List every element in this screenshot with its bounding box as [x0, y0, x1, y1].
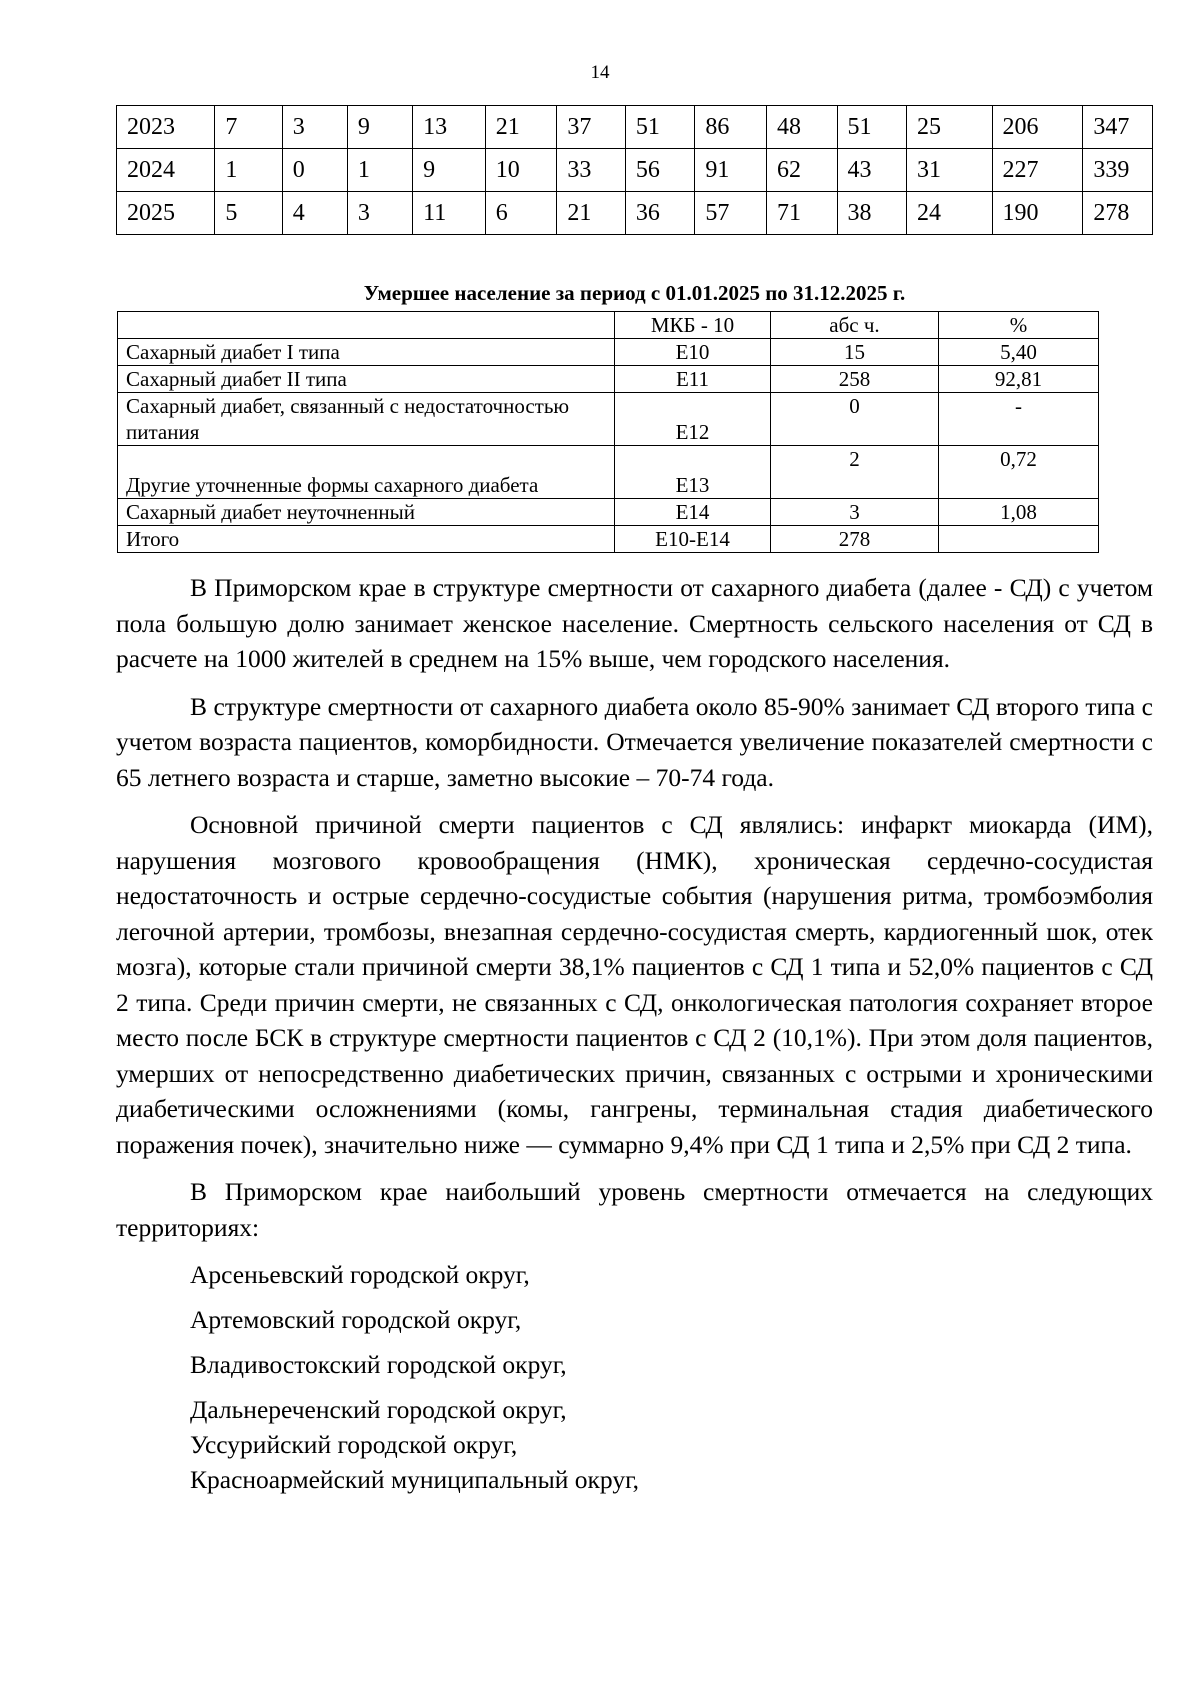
icd-code: E13: [615, 446, 771, 499]
yearly-deaths-table: [116, 105, 1153, 235]
year-cell: 2025: [117, 192, 215, 235]
page-number: 14: [590, 62, 610, 83]
value-cell: 0: [282, 149, 347, 192]
value-cell: 21: [485, 106, 557, 149]
value-cell: 13: [413, 106, 486, 149]
table-row: [117, 149, 1153, 192]
table-header-row: [118, 312, 1099, 339]
cause-name: Сахарный диабет II типа: [118, 366, 615, 393]
cause-name: Сахарный диабет неуточненный: [118, 499, 615, 526]
cause-name: Сахарный диабет, связанный с недостаточностью питания: [118, 393, 615, 446]
mortality-table-title: Умершее население за период с 01.01.2025 по 31.12.2025 г.: [363, 281, 906, 305]
paragraph: Основной причиной смерти пациентов с СД являлись: инфаркт миокарда (ИМ), нарушения мозгового кровообращения (НМК), хроническая сердечно-сосудистая недостаточность и острые сердечно-сосудистые события (нарушения ритма, тромбоэмболия легочной артерии, тромбозы, внезапная сердечно-сосудистая смерть, кардиогенный шок, отек мозга), которые стали причиной смерти 38,1% пациентов с СД 1 типа и 52,0% пациентов с СД 2 типа. Среди причин смерти, не связанных с СД, онкологическая патология сохраняет второе место после БСК в структуре смертности пациентов с СД 2 (10,1%). При этом доля пациентов, умерших от непосредственно диабетических причин, связанных с острыми и хроническими диабетическими осложнениями (комы, гангрены, терминальная стадия диабетического поражения почек), значительно ниже — суммарно 9,4% при СД 1 типа и 2,5% при СД 2 типа.: [116, 810, 1153, 1159]
value-cell: 206: [992, 106, 1083, 149]
value-cell: 7: [215, 106, 282, 149]
abs-count: 258: [771, 366, 939, 393]
value-cell: 25: [907, 106, 993, 149]
icd-code: E11: [615, 366, 771, 393]
value-cell: 1: [215, 149, 282, 192]
header-cause: [118, 312, 615, 339]
abs-count: 278: [771, 526, 939, 553]
territory-list: [190, 1257, 1153, 1497]
value-cell: 10: [485, 149, 557, 192]
abs-count: 15: [771, 339, 939, 366]
cause-name: Другие уточненные формы сахарного диабета: [118, 446, 615, 499]
value-cell: 4: [282, 192, 347, 235]
table-row: [118, 393, 1099, 446]
list-item: Владивостокский городской округ,: [190, 1350, 567, 1379]
list-item: Красноармейский муниципальный округ,: [190, 1465, 640, 1494]
value-cell: 56: [625, 149, 694, 192]
value-cell: 71: [766, 192, 837, 235]
icd-code: E10: [615, 339, 771, 366]
percent: 0,72: [939, 446, 1099, 499]
abs-count: 3: [771, 499, 939, 526]
paragraph: В Приморском крае в структуре смертности от сахарного диабета (далее - СД) с учетом пола большую долю занимает женское население. Смертность сельского населения от СД в расчете на 1000 жителей в среднем на 15% выше, чем городского населения.: [116, 573, 1153, 673]
value-cell: 62: [766, 149, 837, 192]
paragraph: В Приморском крае наибольший уровень смертности отмечается на следующих территориях:: [116, 1177, 1153, 1242]
header-abs: абс ч.: [771, 312, 939, 339]
value-cell: 1: [347, 149, 412, 192]
value-cell: 31: [907, 149, 993, 192]
value-cell: 9: [413, 149, 486, 192]
value-cell: 339: [1083, 149, 1153, 192]
body-text: [116, 570, 1153, 1497]
header-pct: %: [939, 312, 1099, 339]
header-icd: МКБ - 10: [615, 312, 771, 339]
table-row: [118, 499, 1099, 526]
yearly-deaths-body: [117, 106, 1153, 235]
table-row: [118, 366, 1099, 393]
value-cell: 51: [837, 106, 906, 149]
icd-code: E10-E14: [615, 526, 771, 553]
paragraph: В структуре смертности от сахарного диабета около 85-90% занимает СД второго типа с учетом возраста пациентов, коморбидности. Отмечается увеличение показателей смертности с 65 летнего возраста и старше, заметно высокие – 70-74 года.: [116, 691, 1153, 792]
percent: [939, 526, 1099, 553]
table-row-total: [118, 526, 1099, 553]
icd-code: E14: [615, 499, 771, 526]
year-cell: 2023: [117, 106, 215, 149]
percent: -: [939, 393, 1099, 446]
value-cell: 91: [695, 149, 767, 192]
value-cell: 38: [837, 192, 906, 235]
value-cell: 347: [1083, 106, 1153, 149]
value-cell: 33: [557, 149, 625, 192]
table-row: [117, 106, 1153, 149]
percent: 92,81: [939, 366, 1099, 393]
value-cell: 11: [413, 192, 486, 235]
list-item: Артемовский городской округ,: [190, 1305, 522, 1334]
value-cell: 37: [557, 106, 625, 149]
value-cell: 43: [837, 149, 906, 192]
percent: 1,08: [939, 499, 1099, 526]
table-row: [117, 192, 1153, 235]
table-row: [118, 339, 1099, 366]
list-item: Уссурийский городской округ,: [190, 1430, 518, 1459]
value-cell: 24: [907, 192, 993, 235]
abs-count: 0: [771, 393, 939, 446]
value-cell: 51: [625, 106, 694, 149]
value-cell: 190: [992, 192, 1083, 235]
table-row: [118, 446, 1099, 499]
value-cell: 57: [695, 192, 767, 235]
value-cell: 3: [282, 106, 347, 149]
value-cell: 227: [992, 149, 1083, 192]
value-cell: 36: [625, 192, 694, 235]
value-cell: 278: [1083, 192, 1153, 235]
list-item: Арсеньевский городской округ,: [190, 1260, 530, 1289]
percent: 5,40: [939, 339, 1099, 366]
value-cell: 86: [695, 106, 767, 149]
mortality-table: [117, 311, 1099, 553]
cause-name: Сахарный диабет I типа: [118, 339, 615, 366]
value-cell: 21: [557, 192, 625, 235]
value-cell: 9: [347, 106, 412, 149]
list-item: Дальнереченский городской округ,: [190, 1395, 567, 1424]
year-cell: 2024: [117, 149, 215, 192]
value-cell: 5: [215, 192, 282, 235]
icd-code: E12: [615, 393, 771, 446]
abs-count: 2: [771, 446, 939, 499]
value-cell: 6: [485, 192, 557, 235]
value-cell: 3: [347, 192, 412, 235]
value-cell: 48: [766, 106, 837, 149]
cause-name: Итого: [118, 526, 615, 553]
